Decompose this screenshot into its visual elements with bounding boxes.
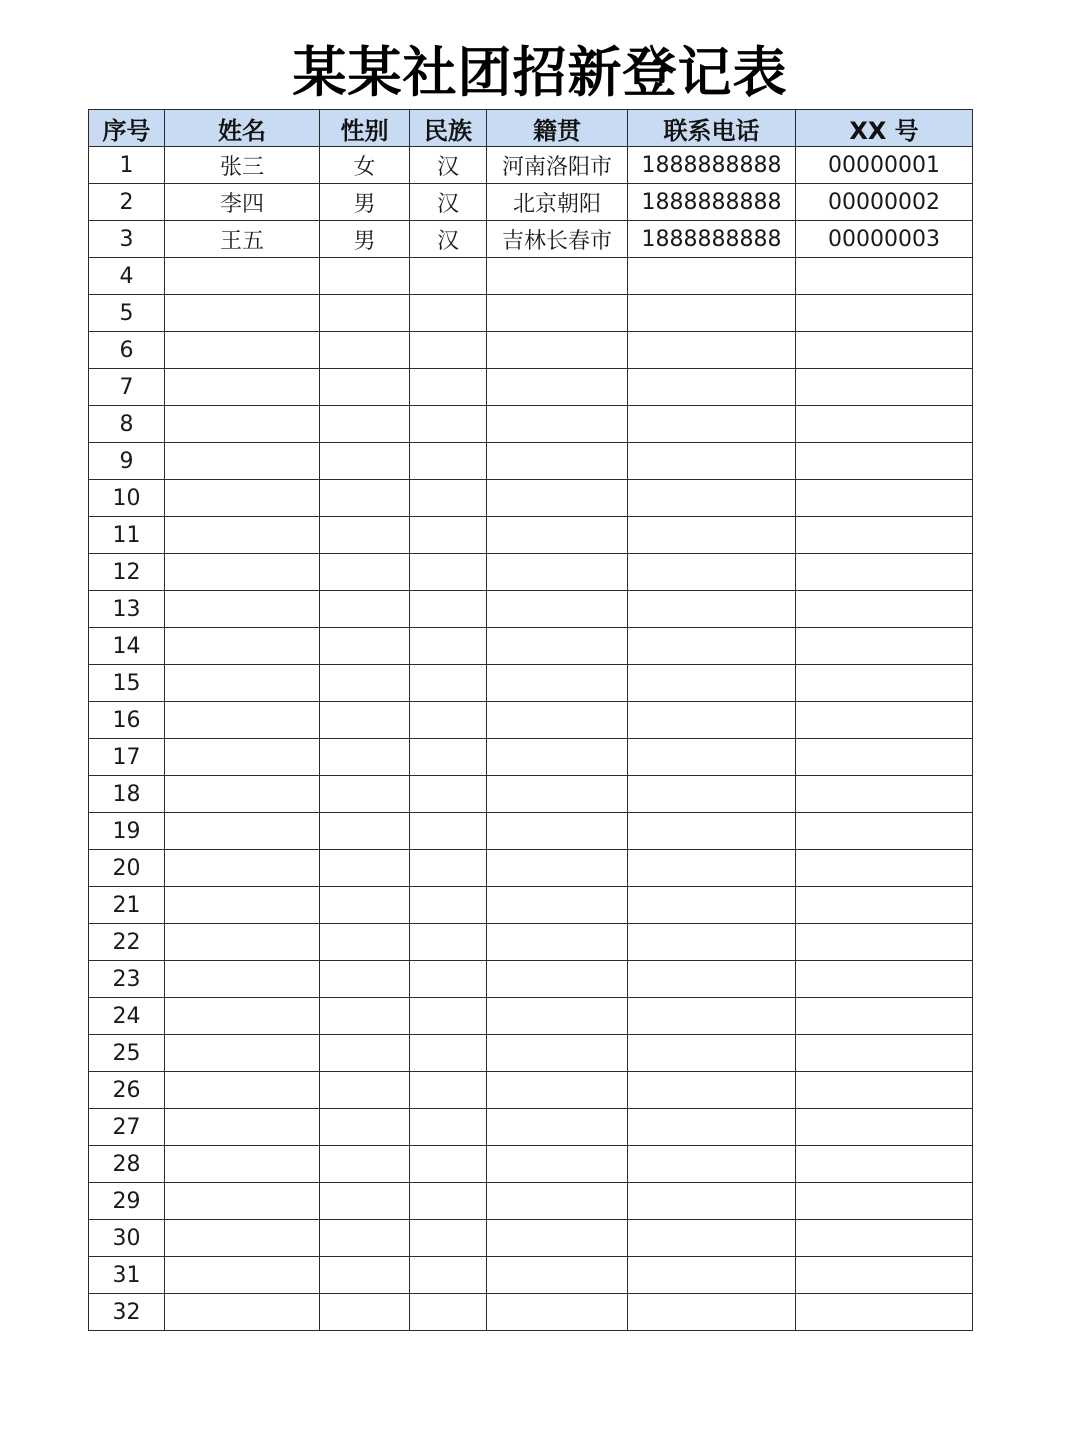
cell-hometown[interactable]: 河南洛阳市	[487, 147, 628, 184]
table-row	[89, 1072, 973, 1109]
cell-id-number[interactable]	[796, 443, 973, 480]
cell-hometown[interactable]	[487, 591, 628, 628]
cell-name[interactable]	[165, 702, 320, 739]
cell-phone[interactable]: 1888888888	[628, 221, 796, 258]
table-row	[89, 184, 973, 221]
cell-phone[interactable]	[628, 813, 796, 850]
table-row	[89, 961, 973, 998]
cell-index[interactable]: 29	[89, 1183, 165, 1220]
cell-ethnicity[interactable]	[410, 702, 487, 739]
cell-phone[interactable]	[628, 850, 796, 887]
cell-id-number[interactable]	[796, 295, 973, 332]
table-row	[89, 628, 973, 665]
cell-gender[interactable]	[320, 443, 410, 480]
cell-id-number[interactable]: 00000003	[796, 221, 973, 258]
cell-hometown[interactable]	[487, 665, 628, 702]
cell-gender[interactable]: 男	[320, 221, 410, 258]
cell-index[interactable]: 23	[89, 961, 165, 998]
cell-id-number[interactable]	[796, 258, 973, 295]
cell-gender[interactable]	[320, 1294, 410, 1331]
cell-index[interactable]: 22	[89, 924, 165, 961]
cell-ethnicity[interactable]	[410, 406, 487, 443]
cell-ethnicity[interactable]	[410, 776, 487, 813]
cell-phone[interactable]	[628, 295, 796, 332]
cell-index[interactable]: 27	[89, 1109, 165, 1146]
cell-name[interactable]	[165, 665, 320, 702]
cell-phone[interactable]	[628, 702, 796, 739]
table-row	[89, 702, 973, 739]
table-row	[89, 850, 973, 887]
cell-hometown[interactable]	[487, 1109, 628, 1146]
cell-name[interactable]	[165, 961, 320, 998]
cell-name[interactable]	[165, 998, 320, 1035]
cell-gender[interactable]: 男	[320, 184, 410, 221]
cell-name[interactable]	[165, 332, 320, 369]
cell-name[interactable]	[165, 1257, 320, 1294]
cell-hometown[interactable]	[487, 628, 628, 665]
cell-gender[interactable]	[320, 998, 410, 1035]
cell-gender[interactable]	[320, 1146, 410, 1183]
cell-name[interactable]	[165, 813, 320, 850]
cell-phone[interactable]	[628, 406, 796, 443]
cell-name[interactable]	[165, 1220, 320, 1257]
cell-ethnicity[interactable]	[410, 1109, 487, 1146]
cell-hometown[interactable]	[487, 554, 628, 591]
cell-phone[interactable]	[628, 369, 796, 406]
cell-phone[interactable]	[628, 961, 796, 998]
table-row	[89, 1257, 973, 1294]
cell-gender[interactable]	[320, 369, 410, 406]
cell-gender[interactable]	[320, 1257, 410, 1294]
cell-phone[interactable]	[628, 1294, 796, 1331]
cell-hometown[interactable]	[487, 813, 628, 850]
cell-hometown[interactable]	[487, 850, 628, 887]
cell-hometown[interactable]	[487, 443, 628, 480]
cell-id-number[interactable]: 00000001	[796, 147, 973, 184]
cell-gender[interactable]: 女	[320, 147, 410, 184]
cell-phone[interactable]	[628, 1109, 796, 1146]
cell-id-number[interactable]	[796, 406, 973, 443]
cell-id-number[interactable]	[796, 702, 973, 739]
cell-hometown[interactable]	[487, 1072, 628, 1109]
cell-gender[interactable]	[320, 295, 410, 332]
cell-phone[interactable]	[628, 924, 796, 961]
cell-index[interactable]: 3	[89, 221, 165, 258]
cell-name[interactable]	[165, 591, 320, 628]
cell-hometown[interactable]	[487, 1220, 628, 1257]
cell-hometown[interactable]: 北京朝阳	[487, 184, 628, 221]
cell-hometown[interactable]	[487, 998, 628, 1035]
table-row	[89, 258, 973, 295]
cell-index[interactable]: 16	[89, 702, 165, 739]
cell-ethnicity[interactable]	[410, 1257, 487, 1294]
cell-gender[interactable]	[320, 1183, 410, 1220]
cell-phone[interactable]	[628, 258, 796, 295]
table-row	[89, 776, 973, 813]
column-header-index: 序号	[89, 110, 165, 147]
cell-ethnicity[interactable]	[410, 258, 487, 295]
cell-index[interactable]: 24	[89, 998, 165, 1035]
cell-hometown[interactable]	[487, 258, 628, 295]
registration-table	[88, 109, 973, 1331]
cell-ethnicity[interactable]	[410, 628, 487, 665]
cell-ethnicity[interactable]	[410, 295, 487, 332]
cell-phone[interactable]	[628, 1035, 796, 1072]
cell-id-number[interactable]	[796, 1257, 973, 1294]
table-row	[89, 369, 973, 406]
table-row	[89, 1035, 973, 1072]
cell-ethnicity[interactable]	[410, 665, 487, 702]
cell-ethnicity[interactable]	[410, 517, 487, 554]
cell-hometown[interactable]	[487, 1183, 628, 1220]
cell-hometown[interactable]	[487, 480, 628, 517]
cell-ethnicity[interactable]	[410, 1072, 487, 1109]
cell-ethnicity[interactable]	[410, 554, 487, 591]
cell-id-number[interactable]	[796, 1220, 973, 1257]
cell-gender[interactable]	[320, 1072, 410, 1109]
cell-id-number[interactable]	[796, 332, 973, 369]
cell-gender[interactable]	[320, 924, 410, 961]
cell-phone[interactable]	[628, 998, 796, 1035]
cell-name[interactable]	[165, 924, 320, 961]
cell-gender[interactable]	[320, 739, 410, 776]
cell-gender[interactable]	[320, 665, 410, 702]
cell-index[interactable]: 9	[89, 443, 165, 480]
cell-ethnicity[interactable]	[410, 591, 487, 628]
cell-id-number[interactable]	[796, 1183, 973, 1220]
cell-gender[interactable]	[320, 480, 410, 517]
cell-id-number[interactable]	[796, 776, 973, 813]
cell-name[interactable]	[165, 1183, 320, 1220]
cell-hometown[interactable]	[487, 1035, 628, 1072]
table-row	[89, 813, 973, 850]
cell-ethnicity[interactable]	[410, 813, 487, 850]
cell-ethnicity[interactable]	[410, 739, 487, 776]
table-row	[89, 406, 973, 443]
cell-id-number[interactable]	[796, 1109, 973, 1146]
cell-gender[interactable]	[320, 813, 410, 850]
cell-phone[interactable]	[628, 739, 796, 776]
cell-phone[interactable]	[628, 1146, 796, 1183]
cell-name[interactable]: 张三	[165, 147, 320, 184]
cell-index[interactable]: 26	[89, 1072, 165, 1109]
cell-id-number[interactable]: 00000002	[796, 184, 973, 221]
cell-hometown[interactable]	[487, 517, 628, 554]
page-title: 某某社团招新登记表	[292, 41, 788, 104]
cell-id-number[interactable]	[796, 998, 973, 1035]
cell-index[interactable]: 13	[89, 591, 165, 628]
cell-phone[interactable]	[628, 1257, 796, 1294]
cell-gender[interactable]	[320, 258, 410, 295]
cell-hometown[interactable]	[487, 776, 628, 813]
cell-index[interactable]: 21	[89, 887, 165, 924]
cell-phone[interactable]	[628, 628, 796, 665]
cell-hometown[interactable]	[487, 1294, 628, 1331]
table-row	[89, 591, 973, 628]
cell-gender[interactable]	[320, 961, 410, 998]
table-row	[89, 1183, 973, 1220]
cell-id-number[interactable]	[796, 961, 973, 998]
table-row	[89, 739, 973, 776]
cell-hometown[interactable]: 吉林长春市	[487, 221, 628, 258]
cell-id-number[interactable]	[796, 665, 973, 702]
cell-id-number[interactable]	[796, 739, 973, 776]
cell-name[interactable]	[165, 739, 320, 776]
cell-id-number[interactable]	[796, 628, 973, 665]
cell-phone[interactable]	[628, 443, 796, 480]
cell-name[interactable]	[165, 406, 320, 443]
cell-index[interactable]: 25	[89, 1035, 165, 1072]
cell-ethnicity[interactable]: 汉	[410, 147, 487, 184]
table-row	[89, 332, 973, 369]
cell-name[interactable]	[165, 887, 320, 924]
cell-gender[interactable]	[320, 702, 410, 739]
cell-id-number[interactable]	[796, 924, 973, 961]
table-row	[89, 887, 973, 924]
cell-phone[interactable]	[628, 776, 796, 813]
cell-gender[interactable]	[320, 1035, 410, 1072]
cell-phone[interactable]	[628, 517, 796, 554]
cell-ethnicity[interactable]	[410, 887, 487, 924]
cell-name[interactable]	[165, 517, 320, 554]
cell-name[interactable]	[165, 1035, 320, 1072]
cell-name[interactable]: 王五	[165, 221, 320, 258]
cell-ethnicity[interactable]	[410, 443, 487, 480]
cell-ethnicity[interactable]	[410, 924, 487, 961]
cell-index[interactable]: 6	[89, 332, 165, 369]
cell-index[interactable]: 11	[89, 517, 165, 554]
cell-phone[interactable]	[628, 887, 796, 924]
cell-name[interactable]	[165, 295, 320, 332]
cell-name[interactable]	[165, 628, 320, 665]
cell-ethnicity[interactable]	[410, 1146, 487, 1183]
cell-phone[interactable]	[628, 480, 796, 517]
cell-name[interactable]	[165, 443, 320, 480]
cell-ethnicity[interactable]: 汉	[410, 221, 487, 258]
cell-index[interactable]: 30	[89, 1220, 165, 1257]
cell-gender[interactable]	[320, 628, 410, 665]
table-row	[89, 1220, 973, 1257]
table-row	[89, 998, 973, 1035]
table-header-row	[89, 110, 973, 147]
cell-gender[interactable]	[320, 554, 410, 591]
cell-name[interactable]	[165, 258, 320, 295]
cell-ethnicity[interactable]	[410, 332, 487, 369]
cell-name[interactable]	[165, 1109, 320, 1146]
cell-id-number[interactable]	[796, 850, 973, 887]
cell-name[interactable]	[165, 369, 320, 406]
column-header-phone: 联系电话	[628, 110, 796, 147]
cell-ethnicity[interactable]	[410, 1035, 487, 1072]
cell-hometown[interactable]	[487, 924, 628, 961]
cell-id-number[interactable]	[796, 554, 973, 591]
cell-ethnicity[interactable]	[410, 850, 487, 887]
cell-index[interactable]: 1	[89, 147, 165, 184]
column-header-ethnicity: 民族	[410, 110, 487, 147]
cell-id-number[interactable]	[796, 1035, 973, 1072]
cell-gender[interactable]	[320, 850, 410, 887]
table-body	[89, 147, 973, 1331]
cell-name[interactable]	[165, 554, 320, 591]
cell-name[interactable]: 李四	[165, 184, 320, 221]
cell-hometown[interactable]	[487, 369, 628, 406]
cell-index[interactable]: 17	[89, 739, 165, 776]
cell-index[interactable]: 19	[89, 813, 165, 850]
table-row	[89, 221, 973, 258]
cell-id-number[interactable]	[796, 887, 973, 924]
cell-hometown[interactable]	[487, 295, 628, 332]
cell-ethnicity[interactable]	[410, 369, 487, 406]
cell-index[interactable]: 31	[89, 1257, 165, 1294]
table-row	[89, 924, 973, 961]
cell-id-number[interactable]	[796, 517, 973, 554]
cell-index[interactable]: 15	[89, 665, 165, 702]
table-row	[89, 147, 973, 184]
column-header-hometown: 籍贯	[487, 110, 628, 147]
cell-hometown[interactable]	[487, 1146, 628, 1183]
table-row	[89, 1109, 973, 1146]
cell-gender[interactable]	[320, 1220, 410, 1257]
cell-hometown[interactable]	[487, 961, 628, 998]
cell-phone[interactable]: 1888888888	[628, 184, 796, 221]
cell-ethnicity[interactable]	[410, 1294, 487, 1331]
cell-ethnicity[interactable]	[410, 480, 487, 517]
cell-index[interactable]: 5	[89, 295, 165, 332]
table-row	[89, 1294, 973, 1331]
column-header-gender: 性别	[320, 110, 410, 147]
cell-phone[interactable]	[628, 591, 796, 628]
cell-gender[interactable]	[320, 332, 410, 369]
cell-name[interactable]	[165, 480, 320, 517]
cell-phone[interactable]	[628, 1220, 796, 1257]
table-row	[89, 443, 973, 480]
cell-ethnicity[interactable]	[410, 961, 487, 998]
cell-id-number[interactable]	[796, 1146, 973, 1183]
table-row	[89, 665, 973, 702]
table-row	[89, 1146, 973, 1183]
cell-hometown[interactable]	[487, 739, 628, 776]
cell-index[interactable]: 20	[89, 850, 165, 887]
cell-name[interactable]	[165, 1294, 320, 1331]
cell-index[interactable]: 2	[89, 184, 165, 221]
cell-gender[interactable]	[320, 1109, 410, 1146]
cell-hometown[interactable]	[487, 406, 628, 443]
cell-hometown[interactable]	[487, 702, 628, 739]
cell-id-number[interactable]	[796, 813, 973, 850]
table-row	[89, 295, 973, 332]
cell-ethnicity[interactable]	[410, 1220, 487, 1257]
cell-index[interactable]: 28	[89, 1146, 165, 1183]
cell-index[interactable]: 18	[89, 776, 165, 813]
table-row	[89, 480, 973, 517]
cell-ethnicity[interactable]	[410, 998, 487, 1035]
cell-index[interactable]: 8	[89, 406, 165, 443]
cell-id-number[interactable]	[796, 591, 973, 628]
table-row	[89, 554, 973, 591]
cell-gender[interactable]	[320, 887, 410, 924]
cell-ethnicity[interactable]: 汉	[410, 184, 487, 221]
cell-id-number[interactable]	[796, 480, 973, 517]
cell-id-number[interactable]	[796, 1294, 973, 1331]
table-row	[89, 517, 973, 554]
cell-id-number[interactable]	[796, 1072, 973, 1109]
cell-name[interactable]	[165, 1072, 320, 1109]
cell-index[interactable]: 4	[89, 258, 165, 295]
cell-phone[interactable]: 1888888888	[628, 147, 796, 184]
cell-phone[interactable]	[628, 332, 796, 369]
cell-gender[interactable]	[320, 591, 410, 628]
cell-index[interactable]: 10	[89, 480, 165, 517]
cell-name[interactable]	[165, 776, 320, 813]
cell-ethnicity[interactable]	[410, 1183, 487, 1220]
cell-index[interactable]: 12	[89, 554, 165, 591]
cell-hometown[interactable]	[487, 332, 628, 369]
cell-index[interactable]: 32	[89, 1294, 165, 1331]
cell-gender[interactable]	[320, 406, 410, 443]
cell-phone[interactable]	[628, 1183, 796, 1220]
cell-phone[interactable]	[628, 665, 796, 702]
cell-name[interactable]	[165, 1146, 320, 1183]
cell-index[interactable]: 14	[89, 628, 165, 665]
cell-phone[interactable]	[628, 1072, 796, 1109]
column-header-name: 姓名	[165, 110, 320, 147]
cell-hometown[interactable]	[487, 887, 628, 924]
column-header-id-number: XX 号	[796, 110, 973, 147]
cell-hometown[interactable]	[487, 1257, 628, 1294]
cell-gender[interactable]	[320, 517, 410, 554]
cell-id-number[interactable]	[796, 369, 973, 406]
cell-index[interactable]: 7	[89, 369, 165, 406]
cell-gender[interactable]	[320, 776, 410, 813]
cell-name[interactable]	[165, 850, 320, 887]
cell-phone[interactable]	[628, 554, 796, 591]
